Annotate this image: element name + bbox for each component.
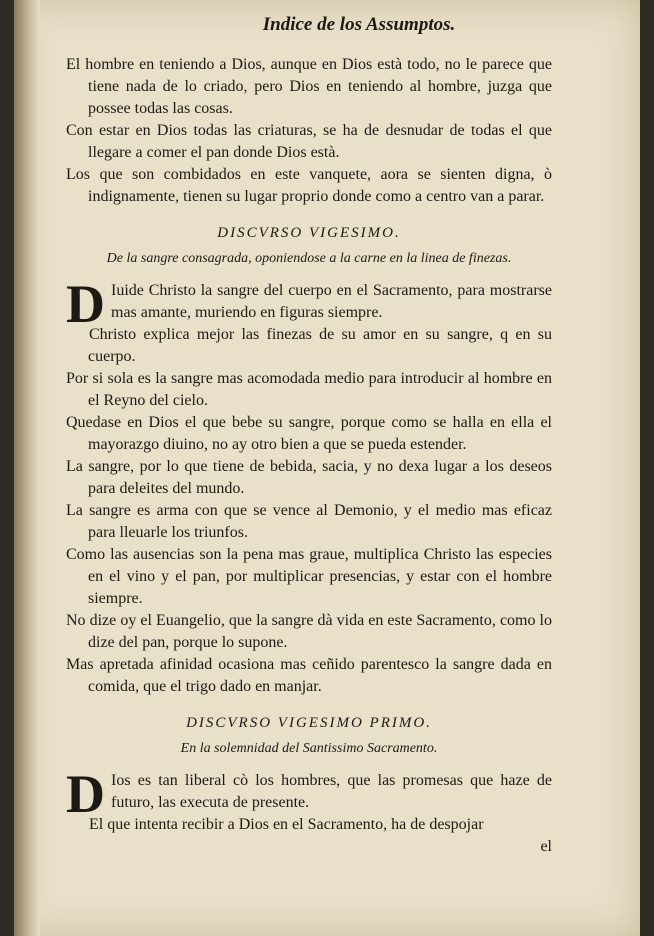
index-entry: Como las ausencias son la pena mas graue, multiplica Christo las especies en el vino y el pan, por multiplicar presencias, y estar con el hombre siempre. bbox=[66, 546, 552, 607]
index-entry: La sangre, por lo que tiene de bebida, sacia, y no dexa lugar a los deseos para deleites del mundo. bbox=[66, 458, 552, 497]
drop-cap: D bbox=[66, 764, 105, 824]
index-entry: El que intenta recibir a Dios en el Sacramento, ha de despojar bbox=[89, 816, 484, 833]
running-head: Indice de los Assumptos. bbox=[262, 14, 456, 35]
first-entry-text: Ios es tan liberal cò los hombres, que las promesas que haze de futuro, las executa de presente. bbox=[111, 772, 552, 811]
section-heading: DISCVRSO VIGESIMO PRIMO. bbox=[186, 715, 432, 731]
index-entry: La sangre es arma con que se vence al Demonio, y el medio mas eficaz para lleuarle los triunfos. bbox=[66, 502, 552, 541]
index-entry: El hombre en teniendo a Dios, aunque en Dios està todo, no le parece que tiene nada de lo criado, pero Dios en teniendo al hombre, juzga que possee todas las cosas. bbox=[66, 56, 552, 117]
index-entry: No dize oy el Euangelio, que la sangre dà vida en este Sacramento, como lo dize del pan, porque lo supone. bbox=[66, 612, 552, 651]
index-entry: Mas apretada afinidad ocasiona mas ceñido parentesco la sangre dada en comida, que el trigo dado en manjar. bbox=[66, 656, 552, 695]
catchword: el bbox=[540, 838, 552, 855]
index-entry: Christo explica mejor las finezas de su amor en su sangre, q en su cuerpo. bbox=[88, 326, 552, 365]
section-subheading: De la sangre consagrada, oponiendose a la carne en la linea de finezas. bbox=[106, 251, 512, 266]
drop-cap: D bbox=[66, 274, 105, 334]
section-heading: DISCVRSO VIGESIMO. bbox=[217, 225, 401, 241]
index-entry: Los que son combidados en este vanquete, aora se sienten digna, ò indignamente, tienen su lugar proprio donde como a centro van a parar. bbox=[66, 166, 552, 205]
page-gutter bbox=[14, 0, 40, 936]
index-entry: Quedase en Dios el que bebe su sangre, porque como se halla en ella el mayorazgo diuino, no ay otro bien a que se pueda estender. bbox=[66, 414, 552, 453]
section-subheading: En la solemnidad del Santissimo Sacramento. bbox=[180, 741, 438, 756]
page-text bbox=[66, 14, 552, 858]
first-entry-text: Iuide Christo la sangre del cuerpo en el Sacramento, para mostrarse mas amante, muriendo en figuras siempre. bbox=[111, 282, 552, 321]
index-entry: Por si sola es la sangre mas acomodada medio para introducir al hombre en el Reyno del cielo. bbox=[66, 370, 552, 409]
index-entry-first bbox=[66, 274, 552, 334]
index-entry-first bbox=[66, 764, 552, 824]
index-entry: Con estar en Dios todas las criaturas, se ha de desnudar de todas el que llegare a comer el pan donde Dios està. bbox=[66, 122, 552, 161]
